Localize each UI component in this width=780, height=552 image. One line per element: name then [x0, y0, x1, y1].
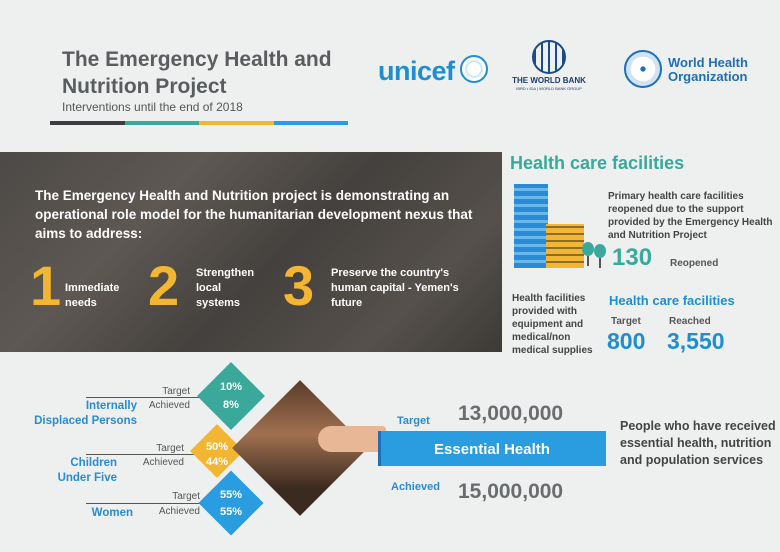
- intro-text: The Emergency Health and Nutrition project is demonstrating an operational role model for the humanitarian development nexus that aims to address:: [35, 188, 473, 241]
- reopened-description: Primary health care facilities reopened due to the support provided by the Emergency Health and Nutrition Project: [608, 191, 773, 241]
- who-line2: Organization: [668, 69, 748, 84]
- women-achieved-value: 55%: [219, 506, 243, 518]
- building-small-icon: [546, 224, 584, 268]
- who-emblem-icon: [624, 50, 662, 88]
- women-line: [86, 503, 210, 504]
- unicef-logo: unicef: [378, 56, 455, 86]
- health-facilities-title: Health care facilities: [510, 153, 685, 173]
- women-target-label: Target: [172, 491, 200, 502]
- facilities-reached-label: Reached: [669, 316, 711, 327]
- essential-description: People who have received essential health, nutrition and population services: [620, 419, 776, 467]
- idp-line: [86, 397, 208, 398]
- world-bank-sub: IBRD • IDA | WORLD BANK GROUP: [516, 86, 582, 91]
- goal-number-1: 1: [30, 254, 62, 317]
- group-name-line: Women: [91, 507, 133, 519]
- goal-number-3: 3: [283, 254, 315, 317]
- color-segment: [50, 121, 125, 125]
- facilities-target-value: 800: [607, 328, 646, 354]
- essential-target-label: Target: [397, 415, 430, 427]
- header-color-bar: [50, 121, 348, 125]
- color-segment: [274, 121, 349, 125]
- essential-achieved-value: 15,000,000: [458, 480, 564, 503]
- group-children-name: [20, 456, 117, 486]
- group-women-name: [20, 506, 133, 521]
- idp-diamond: [197, 362, 265, 430]
- idp-target-value: 10%: [219, 381, 243, 393]
- facilities-subtitle: Health care facilities: [609, 293, 735, 308]
- hand-illustration: [318, 426, 386, 452]
- children-achieved-value: 44%: [205, 456, 229, 468]
- group-name-line: Under Five: [57, 472, 117, 484]
- facilities-reached-value: 3,550: [667, 328, 725, 354]
- tree-icon: [582, 242, 594, 266]
- goal-label-2: Strengthen local systems: [196, 267, 255, 309]
- women-diamond: [198, 470, 263, 535]
- intro-photo: [0, 152, 502, 352]
- page-subtitle: Interventions until the end of 2018: [62, 100, 243, 114]
- who-line1: World Health: [668, 55, 748, 70]
- women-target-value: 55%: [219, 489, 243, 501]
- group-idp-name: [20, 399, 137, 429]
- facilities-target-label: Target: [611, 316, 641, 327]
- goal-label-3: Preserve the country's human capital - Yemen's future: [331, 267, 459, 309]
- goal-label-1: Immediate needs: [65, 282, 120, 309]
- children-target-value: 50%: [205, 441, 229, 453]
- equipment-description: Health facilities provided with equipment and medical/non medical supplies: [512, 293, 593, 356]
- idp-achieved-value: 8%: [223, 399, 239, 411]
- building-icon: [514, 184, 548, 268]
- group-name-line: Children: [70, 457, 117, 469]
- idp-achieved-label: Achieved: [148, 400, 190, 411]
- reopened-value: 130: [612, 244, 653, 271]
- group-name-line: Internally: [85, 400, 137, 412]
- idp-target-label: Target: [162, 386, 190, 397]
- essential-health-label: Essential Health: [434, 441, 550, 458]
- tree-icon: [594, 244, 606, 268]
- goal-number-2: 2: [148, 254, 180, 317]
- reopened-label: Reopened: [670, 258, 719, 269]
- group-name-line: Displaced Persons: [34, 415, 137, 427]
- world-bank-globe-icon: [532, 40, 566, 74]
- page-title: The Emergency Health and Nutrition Project: [62, 48, 332, 98]
- who-logo: [668, 56, 748, 84]
- women-achieved-label: Achieved: [158, 506, 200, 517]
- color-segment: [125, 121, 200, 125]
- children-target-label: Target: [156, 443, 184, 454]
- world-bank-logo: THE WORLD BANK: [512, 76, 586, 85]
- children-achieved-label: Achieved: [142, 457, 184, 468]
- unicef-globe-icon: [460, 55, 488, 83]
- color-segment: [199, 121, 274, 125]
- essential-target-value: 13,000,000: [458, 402, 564, 425]
- essential-achieved-label: Achieved: [391, 481, 440, 493]
- children-line: [86, 454, 198, 455]
